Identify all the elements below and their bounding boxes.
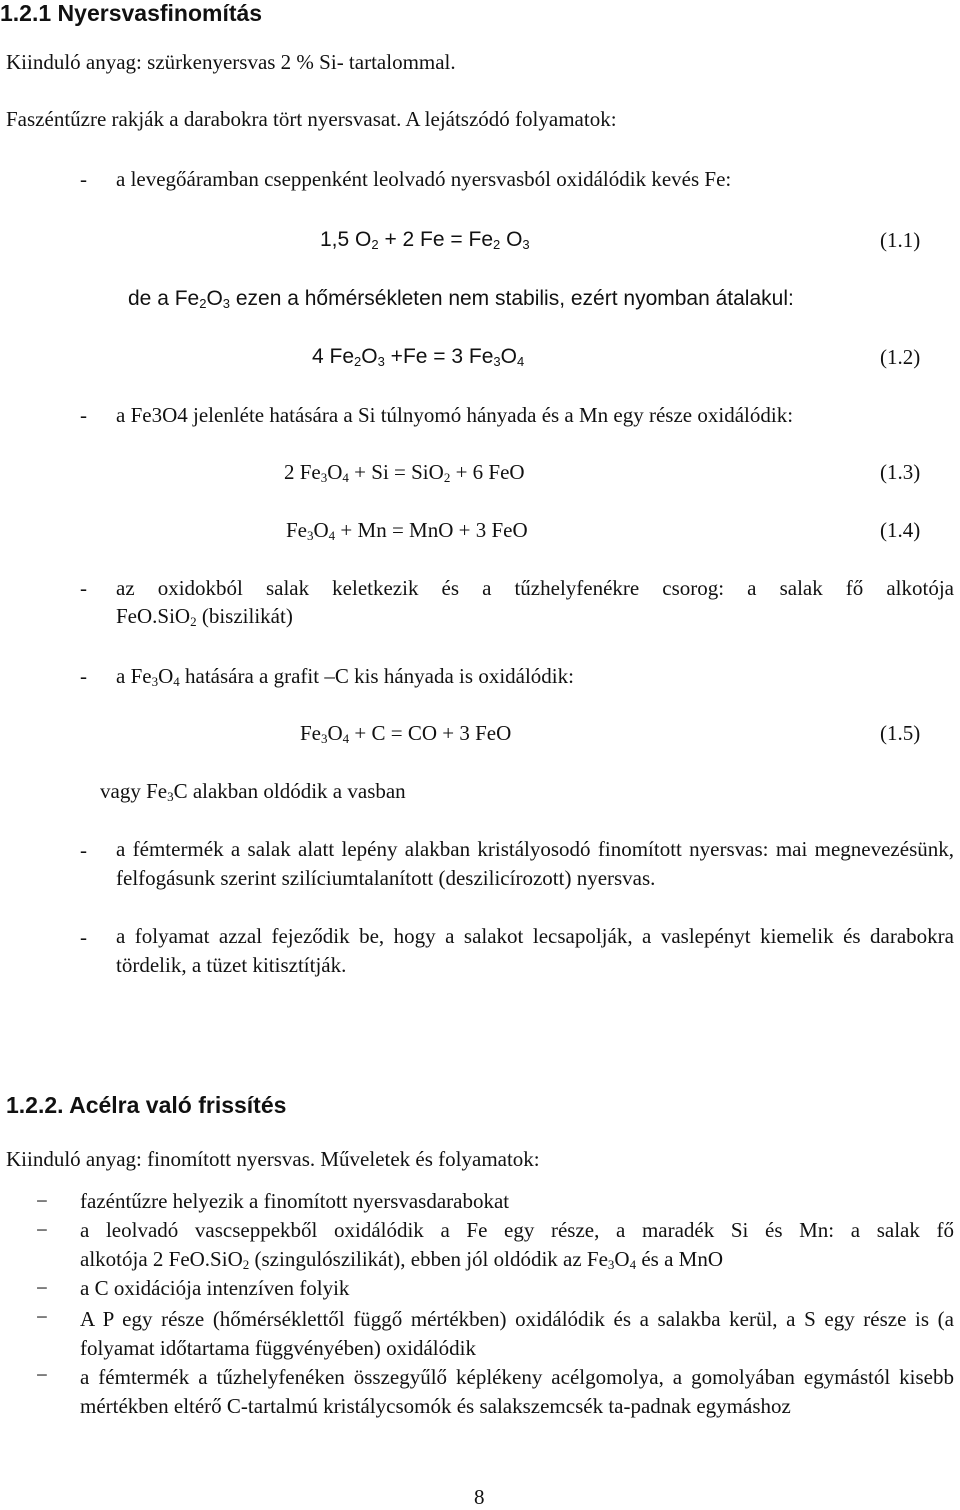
- list-dash: -: [80, 925, 87, 949]
- equation-number-1-2: (1.2): [880, 345, 921, 369]
- section-2-title: 1.2.2. Acélra való frissítés: [6, 1092, 287, 1118]
- list-dash: −: [36, 1305, 48, 1329]
- bullet-1: fazéntűzre helyezik a finomított nyersvasdarabokat: [80, 1189, 510, 1213]
- bullet-3: a C oxidációja intenzíven folyik: [80, 1276, 350, 1300]
- equation-1-1: 1,5 $O_2 + 2$ $Fe = Fe_2$ $O_3$: [320, 228, 530, 252]
- list-dash: -: [80, 167, 87, 191]
- bullet-2-line-1: a leolvadó vascseppekből oxidálódik a Fe egy része, a maradék Si és Mn: a salak fő: [80, 1218, 954, 1242]
- equation-number-1-4: (1.4): [880, 518, 921, 542]
- list-item-4: a $Fe_3O_4$ hatására a grafit –C kis hányada is oxidálódik:: [116, 664, 574, 689]
- equation-1-3: 2 $Fe_3O_4 + Si = SiO_2 + 6$ FeO: [284, 460, 525, 485]
- list-dash: -: [80, 838, 87, 862]
- equation-number-1-1: (1.1): [880, 228, 921, 252]
- bullet-5: a fémtermék a tűzhelyfenéken összegyűlő képlékeny acélgomolya, a gomolyában egymástól kisebb mértékben eltérő C-tartalmú kristálycsomók és salakszemcsék ta-padnak egymáshoz: [80, 1365, 954, 1418]
- paragraph-process-intro: Faszéntűzre rakják a darabokra tört nyersvasat. A lejátszódó folyamatok:: [6, 107, 617, 131]
- list-dash: -: [80, 664, 87, 688]
- equation-1-5: $Fe_3O_4 + C$ = CO + 3 FeO: [300, 721, 512, 746]
- list-item-5: a fémtermék a salak alatt lepény alakban kristályosodó finomított nyersvas: mai megnevezésünk, felfogásunk szerint szilíciumtalanított (deszilicírozott) nyersvas.: [116, 837, 954, 890]
- equation-number-1-3: (1.3): [880, 460, 921, 484]
- list-dash: -: [80, 403, 87, 427]
- bullet-2-line-2: alkotója 2 FeO.SiO$_2$ (szingulószilikát), ebben jól oldódik az $Fe_3O_4$ és a MnO: [80, 1247, 723, 1272]
- list-dash: −: [36, 1189, 48, 1213]
- list-item-1: a levegőáramban cseppenként leolvadó nyersvasból oxidálódik kevés Fe:: [116, 167, 732, 191]
- list-dash: −: [36, 1218, 48, 1242]
- paragraph-starting-material: Kiinduló anyag: szürkenyersvas 2 % Si- tartalommal.: [6, 50, 456, 74]
- equation-1-2: 4 $Fe_2O_3 +Fe = 3$ $Fe_3O_4$: [312, 345, 525, 369]
- note-fe2o3-unstable: de a $Fe_2O_3$ ezen a hőmérsékleten nem stabilis, ezért nyomban átalakul:: [128, 287, 794, 311]
- list-dash: -: [80, 576, 87, 600]
- list-item-6: a folyamat azzal fejeződik be, hogy a salakot lecsapolják, a vaslepényt kiemelik és darabokra tördelik, a tüzet kitisztítják.: [116, 924, 954, 977]
- section-1-title: 1.2.1 Nyersvasfinomítás: [0, 0, 263, 26]
- list-item-2: a Fe3O4 jelenléte hatására a Si túlnyomó hányada és a Mn egy része oxidálódik:: [116, 403, 794, 427]
- list-item-3-line-2: FeO.SiO$_2$ (biszilikát): [116, 604, 293, 629]
- bullet-4: A P egy része (hőmérséklettől függő mértékben) oxidálódik és a salakba kerül, a S egy része is (a folyamat időtartama függvényében) oxidálódik: [80, 1307, 954, 1360]
- list-dash: −: [36, 1276, 48, 1300]
- list-item-3-line-1: az oxidokból salak keletkezik és a tűzhelyfenékre csorog: a salak fő alkotója: [116, 576, 954, 600]
- note-fe3c: vagy $Fe_3C$ alakban oldódik a vasban: [100, 779, 406, 804]
- equation-number-1-5: (1.5): [880, 721, 921, 745]
- paragraph-section-2-intro: Kiinduló anyag: finomított nyersvas. Műveletek és folyamatok:: [6, 1147, 540, 1171]
- list-dash: −: [36, 1363, 48, 1387]
- page-number: 8: [474, 1485, 485, 1509]
- equation-1-4: $Fe_3O_4 + Mn$ = MnO + 3 FeO: [286, 518, 528, 543]
